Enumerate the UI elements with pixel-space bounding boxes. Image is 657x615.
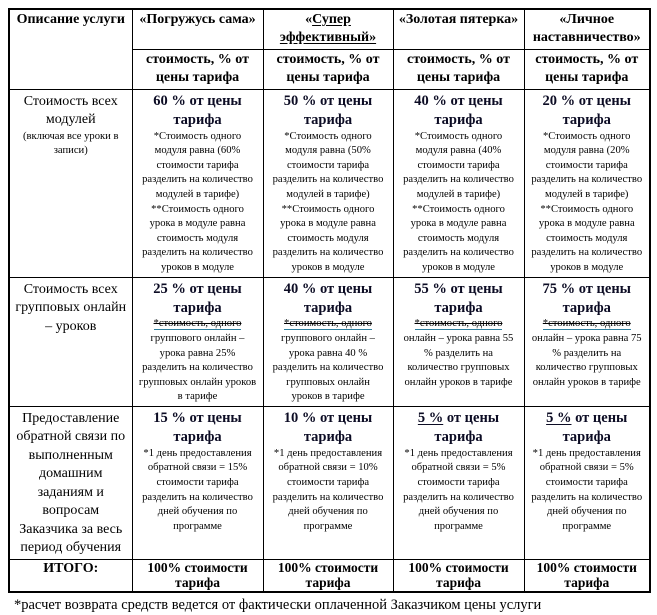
subheader-cell (393, 49, 524, 89)
column-title-pogruzhus (132, 9, 263, 49)
percent-heading: 15 % от цены тарифа (153, 410, 242, 445)
tracked-deleted-text: *стоимость, одного (414, 318, 503, 330)
row-label-group-lessons: Стоимость всех групповых онлайн – уроков (15, 281, 127, 334)
refund-terms-table (8, 8, 651, 593)
percent-heading: 55 % от цены тарифа (414, 280, 503, 316)
cell-modules-zolotaya (393, 89, 524, 277)
row-label-cell (9, 89, 132, 277)
percent-heading: 10 % от цены тарифа (283, 410, 373, 445)
cell-lessons-super (263, 277, 393, 406)
cell-modules-pogruzhus (132, 89, 263, 277)
total-value-cell (132, 559, 263, 592)
subheader-label: стоимость, % от цены тарифа (406, 51, 510, 86)
percent-heading: 40 % от цены тарифа (283, 280, 373, 316)
subheader-cell (524, 49, 650, 89)
total-value: 100% стоимости тарифа (408, 559, 509, 590)
subheader-cell (263, 49, 393, 89)
percent-heading: 60 % от цены тарифа (153, 92, 242, 128)
row-label-cell (9, 277, 132, 406)
cell-lessons-zolotaya (393, 277, 524, 406)
note-feedback-day: *1 день предоставления обратной связи = 5% стоимости тарифа разделить на количество дней обучения по программе (403, 447, 514, 532)
cell-feedback-pogruzhus (132, 407, 263, 560)
subheader-label: стоимость, % от цены тарифа (535, 51, 639, 86)
header-row-titles (9, 9, 650, 49)
note-lesson-cost: **Стоимость одного урока в модуле равна стоимость модуля разделить на количество уроков в модуле (272, 203, 384, 274)
corner-header (9, 9, 132, 89)
total-value: 100% стоимости тарифа (536, 559, 637, 590)
column-title-label: «Погружусь сама» (139, 12, 256, 27)
total-value-cell (263, 559, 393, 592)
row-total (9, 559, 650, 592)
cell-feedback-zolotaya (393, 407, 524, 560)
percent-heading-rest: от цены тарифа (562, 410, 628, 445)
note-module-cost: *Стоимость одного модуля равна (50% стоимости тарифа разделить на количество модулей в тарифе) (272, 130, 384, 200)
total-value-cell (524, 559, 650, 592)
subheader-label: стоимость, % от цены тарифа (276, 51, 380, 86)
subheader-label: стоимость, % от цены тарифа (145, 51, 249, 86)
cell-feedback-super (263, 407, 393, 560)
column-title-underlined-label: Супер эффективный» (279, 12, 377, 46)
note-feedback-day: *1 день предоставления обратной связи = 5% стоимости тарифа разделить на количество дней обучения по программе (531, 447, 643, 532)
row-group-lessons-cost (9, 277, 650, 406)
row-label-modules: Стоимость всех модулей (23, 93, 118, 128)
note-group-lesson: группового онлайн – урока равна 25% разделить на количество групповых онлайн уроков в тарифе (138, 332, 257, 403)
row-label-modules-sub: (включая все уроки в записи) (22, 130, 119, 157)
cell-lessons-pogruzhus (132, 277, 263, 406)
percent-heading-rest: от цены тарифа (434, 410, 500, 445)
note-lesson-cost: **Стоимость одного урока в модуле равна стоимость модуля разделить на количество уроков в модуле (403, 203, 514, 274)
row-modules-cost (9, 89, 650, 277)
column-title-label: «Золотая пятерка» (398, 12, 519, 27)
cell-modules-lichnoe (524, 89, 650, 277)
cell-lessons-lichnoe (524, 277, 650, 406)
column-title-super (263, 9, 393, 49)
row-label-feedback: Предоставление обратной связи по выполненным домашним заданиям и вопросам Заказчика за весь период обучения (16, 411, 126, 556)
total-value: 100% стоимости тарифа (277, 559, 379, 590)
total-value-cell (393, 559, 524, 592)
refund-footnote: *расчет возврата средств ведется от фактически оплаченной Заказчиком цены услуги (14, 597, 542, 614)
note-group-lesson: группового онлайн – урока равна 40 % разделить на количество групповых онлайн уроков в тарифе (272, 332, 384, 403)
percent-heading-underlined: 5 % (417, 410, 444, 426)
cell-modules-super (263, 89, 393, 277)
column-title-open-quote: « (305, 12, 313, 27)
column-title-label: «Личное наставничество» (532, 12, 641, 46)
percent-heading: 75 % от цены тарифа (542, 280, 632, 316)
row-label-cell (9, 407, 132, 560)
percent-heading: 40 % от цены тарифа (414, 92, 503, 128)
percent-heading: 50 % от цены тарифа (283, 92, 373, 128)
note-lesson-cost: **Стоимость одного урока в модуле равна стоимость модуля разделить на количество уроков в модуле (531, 203, 643, 274)
percent-heading-underlined: 5 % (546, 410, 572, 426)
tracked-deleted-text: *стоимость, одного (542, 318, 631, 330)
note-feedback-day: *1 день предоставления обратной связи = 15% стоимости тарифа разделить на количество дней обучения по программе (142, 447, 253, 532)
percent-heading: 20 % от цены тарифа (542, 92, 632, 128)
note-lesson-cost: **Стоимость одного урока в модуле равна стоимость модуля разделить на количество уроков в модуле (142, 203, 253, 274)
column-title-lichnoe (524, 9, 650, 49)
note-group-lesson: онлайн – урока равна 55 % разделить на количество групповых онлайн уроков в тарифе (403, 332, 514, 388)
tracked-deleted-text: *стоимость, одного (153, 318, 242, 330)
total-value: 100% стоимости тарифа (147, 559, 248, 590)
note-module-cost: *Стоимость одного модуля равна (40% стоимости тарифа разделить на количество модулей в тарифе) (403, 130, 514, 200)
note-feedback-day: *1 день предоставления обратной связи = 10% стоимости тарифа разделить на количество дней обучения по программе (272, 447, 384, 532)
column-title-zolotaya (393, 9, 524, 49)
percent-heading: 25 % от цены тарифа (153, 280, 242, 316)
note-module-cost: *Стоимость одного модуля равна (60% стоимости тарифа разделить на количество модулей в тарифе) (142, 130, 253, 200)
cell-feedback-lichnoe (524, 407, 650, 560)
total-label: ИТОГО: (43, 560, 99, 576)
subheader-cell (132, 49, 263, 89)
note-module-cost: *Стоимость одного модуля равна (20% стоимости тарифа разделить на количество модулей в тарифе) (531, 130, 643, 200)
tracked-deleted-text: *стоимость, одного (284, 318, 372, 330)
row-feedback-cost (9, 407, 650, 560)
note-group-lesson: онлайн – урока равна 75 % разделить на количество групповых онлайн уроков в тарифе (531, 332, 642, 388)
total-label-cell (9, 559, 132, 592)
corner-header-label: Описание услуги (16, 12, 125, 27)
